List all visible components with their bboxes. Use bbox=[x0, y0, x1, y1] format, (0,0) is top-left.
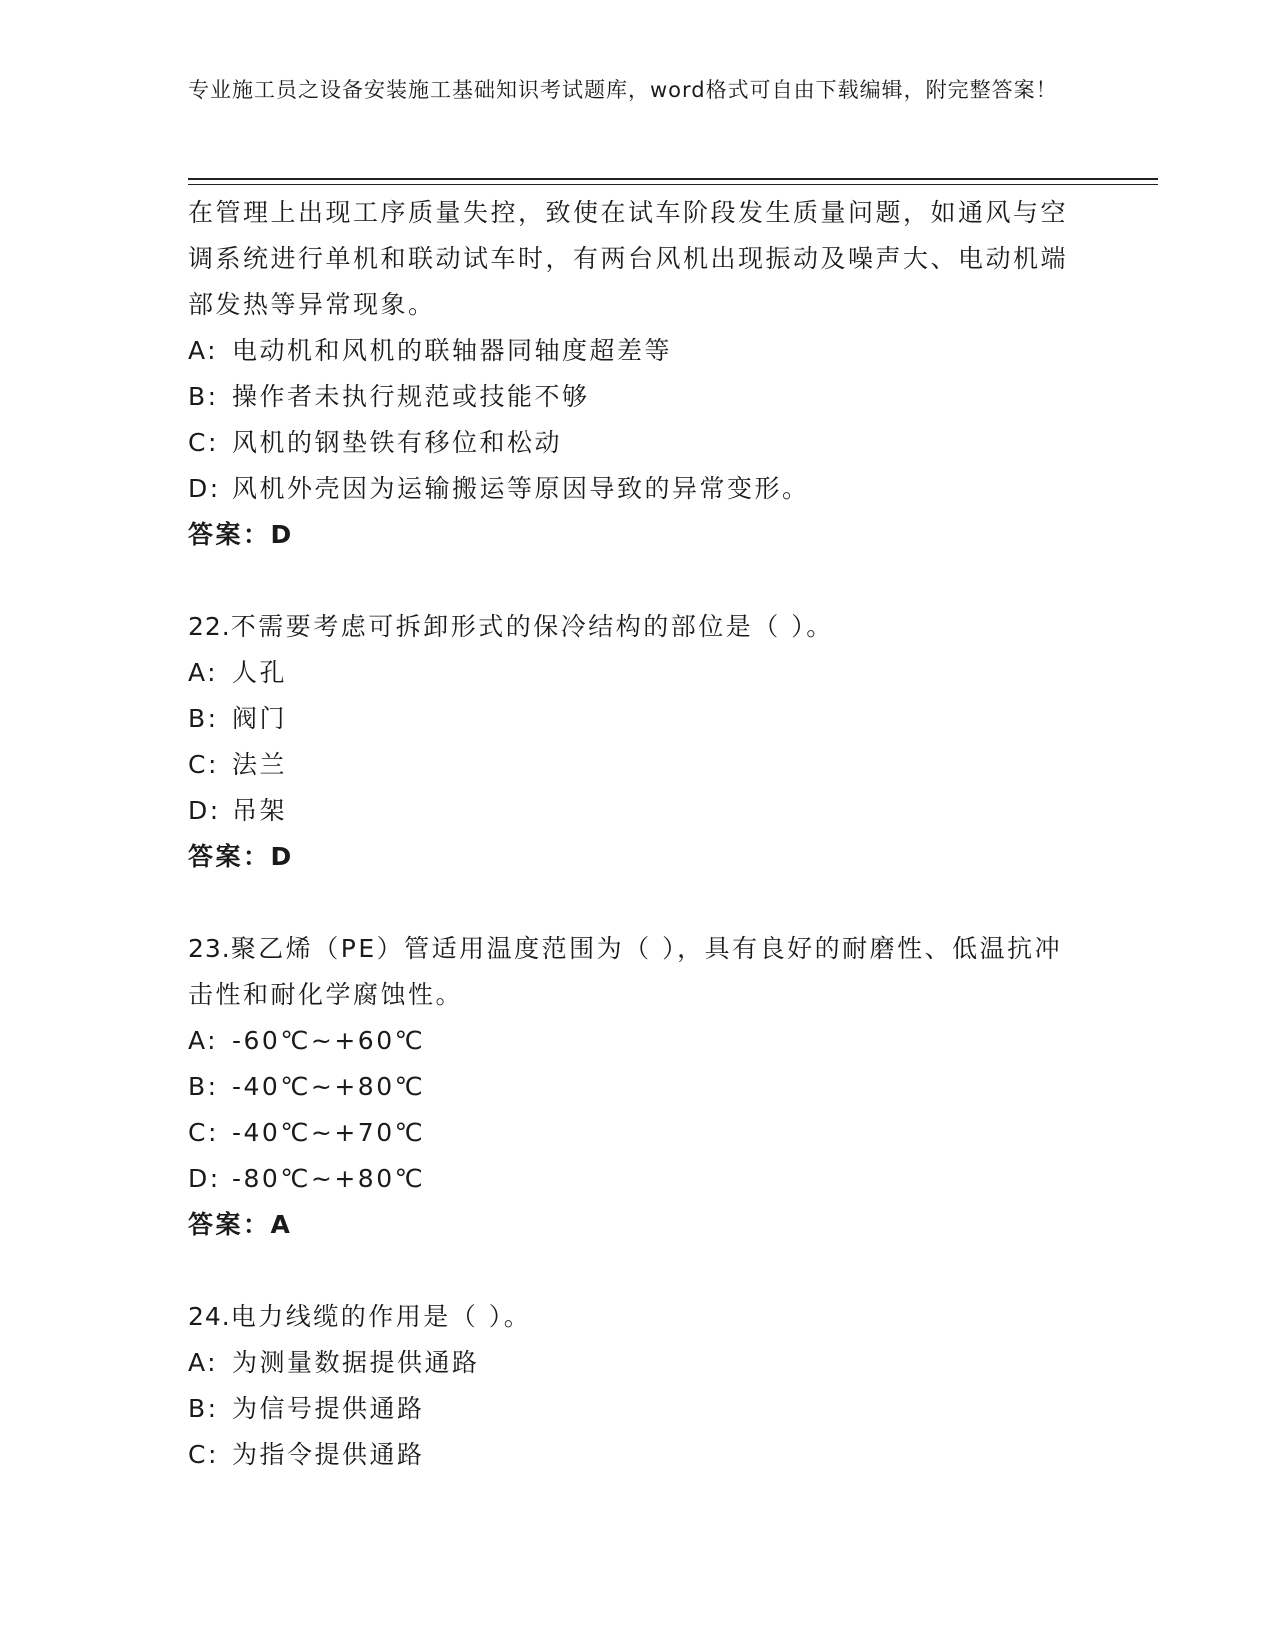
header-rule-thick bbox=[188, 178, 1158, 180]
option-b bbox=[188, 696, 1068, 742]
question-stem: 在管理上出现工序质量失控，致使在试车阶段发生质量问题，如通风与空调系统进行单机和联动试车时，有两台风机出现振动及噪声大、电动机端部发热等异常现象。 bbox=[188, 198, 1069, 319]
option-text: 风机的钢垫铁有移位和松动 bbox=[232, 428, 563, 457]
option-text: 人孔 bbox=[232, 658, 288, 687]
option-d bbox=[188, 466, 1068, 512]
option-text: 为测量数据提供通路 bbox=[232, 1348, 480, 1377]
option-letter: A: bbox=[188, 1026, 219, 1055]
spacer bbox=[188, 558, 1068, 604]
option-text: 法兰 bbox=[232, 750, 288, 779]
option-letter: C: bbox=[188, 428, 219, 457]
option-letter: B: bbox=[188, 1072, 219, 1101]
question-23 bbox=[188, 926, 1068, 1248]
option-text: 操作者未执行规范或技能不够 bbox=[232, 382, 590, 411]
option-letter: C: bbox=[188, 1118, 219, 1147]
option-text: -60℃~+60℃ bbox=[232, 1026, 426, 1055]
option-text: -40℃~+70℃ bbox=[232, 1118, 426, 1147]
option-letter: D: bbox=[188, 796, 221, 825]
option-d bbox=[188, 1156, 1068, 1202]
question-stem bbox=[188, 1294, 1068, 1340]
option-letter: A: bbox=[188, 336, 219, 365]
option-c bbox=[188, 742, 1068, 788]
option-text: 阀门 bbox=[232, 704, 288, 733]
option-text: 风机外壳因为运输搬运等原因导致的异常变形。 bbox=[232, 474, 810, 503]
option-text: -40℃~+80℃ bbox=[232, 1072, 426, 1101]
question-number: 24. bbox=[188, 1302, 231, 1331]
option-letter: B: bbox=[188, 704, 219, 733]
question-24 bbox=[188, 1294, 1068, 1478]
option-letter: B: bbox=[188, 1394, 219, 1423]
option-b bbox=[188, 1386, 1068, 1432]
option-letter: D: bbox=[188, 474, 221, 503]
question-21 bbox=[188, 190, 1068, 558]
option-text: 吊架 bbox=[232, 796, 288, 825]
page-header: 专业施工员之设备安装施工基础知识考试题库，word格式可自由下载编辑，附完整答案！ bbox=[188, 78, 1058, 102]
question-stem bbox=[188, 604, 1068, 650]
question-22 bbox=[188, 604, 1068, 880]
option-d bbox=[188, 788, 1068, 834]
option-text: -80℃~+80℃ bbox=[232, 1164, 426, 1193]
question-stem bbox=[188, 926, 1068, 1018]
option-a bbox=[188, 1018, 1068, 1064]
option-b bbox=[188, 374, 1068, 420]
question-number: 22. bbox=[188, 612, 231, 641]
option-letter: D: bbox=[188, 1164, 221, 1193]
answer-line: 答案：D bbox=[188, 842, 294, 871]
option-letter: C: bbox=[188, 1440, 219, 1469]
spacer bbox=[188, 880, 1068, 926]
option-text: 为指令提供通路 bbox=[232, 1440, 425, 1469]
option-a bbox=[188, 650, 1068, 696]
option-text: 为信号提供通路 bbox=[232, 1394, 425, 1423]
question-content bbox=[188, 190, 1068, 1478]
option-c bbox=[188, 420, 1068, 466]
option-letter: A: bbox=[188, 1348, 219, 1377]
option-a bbox=[188, 328, 1068, 374]
spacer bbox=[188, 1248, 1068, 1294]
option-text: 电动机和风机的联轴器同轴度超差等 bbox=[232, 336, 673, 365]
option-c bbox=[188, 1432, 1068, 1478]
answer-line: 答案：A bbox=[188, 1210, 293, 1239]
option-a bbox=[188, 1340, 1068, 1386]
question-text: 电力线缆的作用是（ ）。 bbox=[230, 1302, 532, 1331]
option-c bbox=[188, 1110, 1068, 1156]
question-number: 23. bbox=[188, 934, 231, 963]
question-text: 聚乙烯（PE）管适用温度范围为（ ），具有良好的耐磨性、低温抗冲击性和耐化学腐蚀性。 bbox=[188, 934, 1063, 1009]
header-rule-thin bbox=[188, 184, 1158, 185]
option-letter: A: bbox=[188, 658, 219, 687]
option-letter: B: bbox=[188, 382, 219, 411]
answer-line: 答案：D bbox=[188, 520, 294, 549]
option-letter: C: bbox=[188, 750, 219, 779]
option-b bbox=[188, 1064, 1068, 1110]
question-text: 不需要考虑可拆卸形式的保冷结构的部位是（ ）。 bbox=[230, 612, 834, 641]
